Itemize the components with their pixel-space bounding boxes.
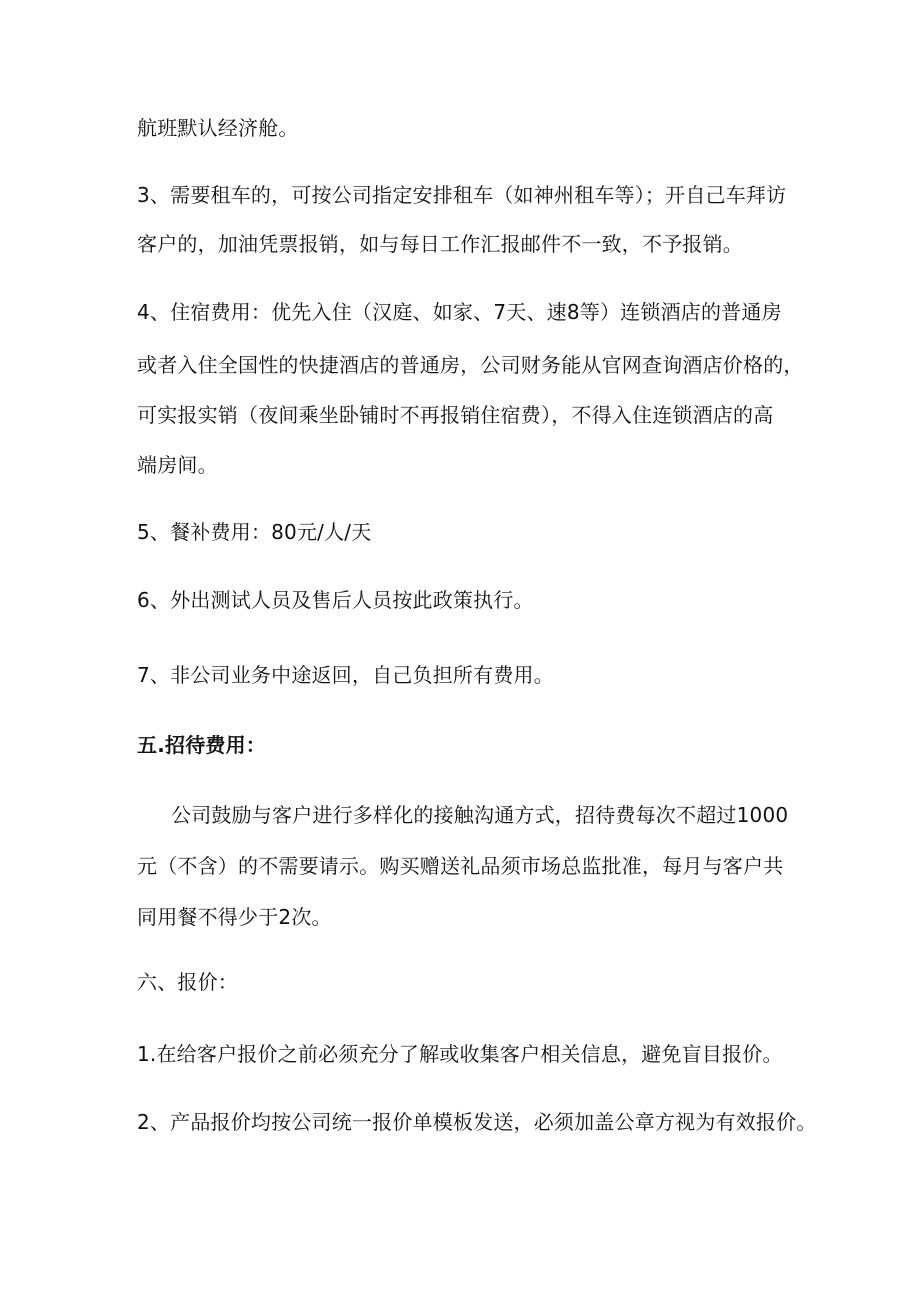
paragraph-line: 4、住宿费用：优先入住（汉庭、如家、7天、速8等）连锁酒店的普通房 bbox=[137, 300, 782, 324]
section-heading: 六、报价： bbox=[137, 970, 238, 994]
paragraph-line: 5、餐补费用：80元/人/天 bbox=[137, 520, 372, 544]
paragraph-line: 2、产品报价均按公司统一报价单模板发送，必须加盖公章方视为有效报价。 bbox=[137, 1110, 817, 1134]
paragraph-line: 3、需要租车的，可按公司指定安排租车（如神州租车等）；开自己车拜访 bbox=[137, 183, 787, 207]
paragraph-line: 客户的，加油凭票报销，如与每日工作汇报邮件不一致，不予报销。 bbox=[137, 232, 743, 256]
paragraph-line: 端房间。 bbox=[137, 453, 218, 477]
paragraph-line: 1.在给客户报价之前必须充分了解或收集客户相关信息，避免盲目报价。 bbox=[137, 1042, 783, 1066]
paragraph-line: 元（不含）的不需要请示。购买赠送礼品须市场总监批准，每月与客户共 bbox=[137, 854, 784, 878]
paragraph-line: 同用餐不得少于2次。 bbox=[137, 905, 332, 929]
paragraph-line: 或者入住全国性的快捷酒店的普通房，公司财务能从官网查询酒店价格的， bbox=[137, 353, 804, 377]
section-heading: 五.招待费用： bbox=[137, 733, 266, 757]
paragraph-line: 7、非公司业务中途返回，自己负担所有费用。 bbox=[137, 663, 554, 687]
paragraph-line: 航班默认经济舱。 bbox=[137, 116, 299, 140]
paragraph-line: 公司鼓励与客户进行多样化的接触沟通方式，招待费每次不超过1000 bbox=[171, 803, 789, 827]
paragraph-line: 6、外出测试人员及售后人员按此政策执行。 bbox=[137, 588, 534, 612]
paragraph-line: 可实报实销（夜间乘坐卧铺时不再报销住宿费），不得入住连锁酒店的高 bbox=[137, 403, 774, 427]
